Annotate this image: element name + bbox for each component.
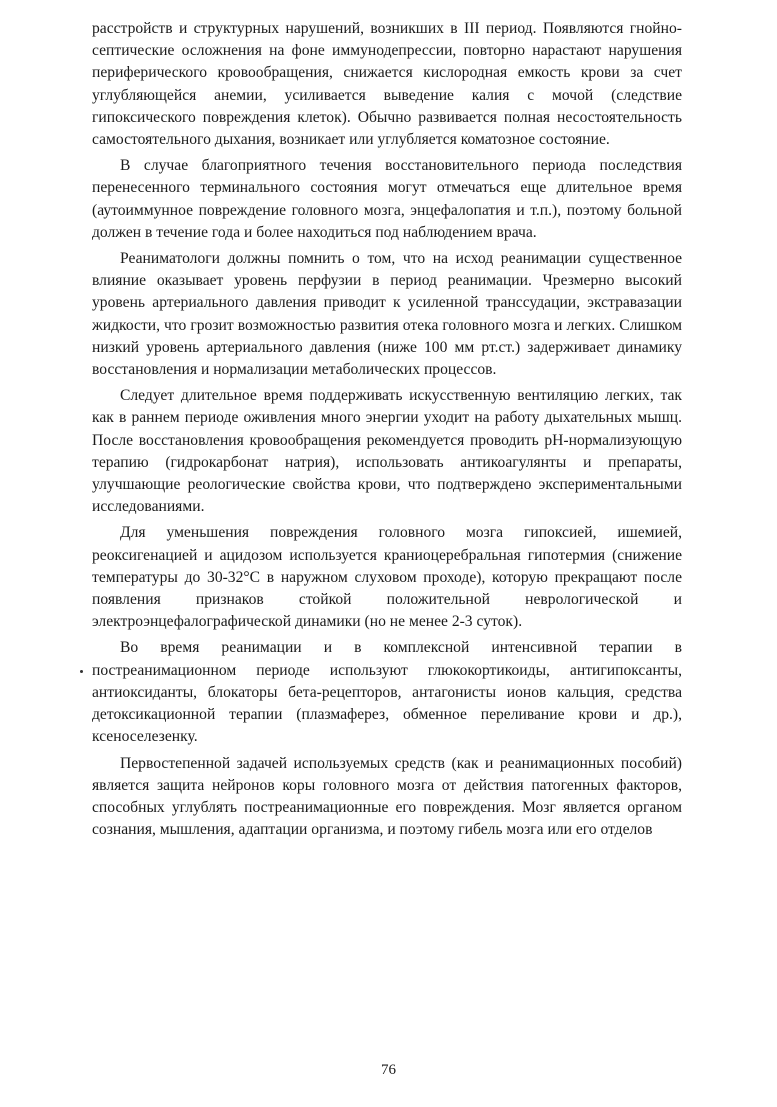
paragraph-4: Следует длительное время поддерживать искусственную вентиляцию легких, так как в раннем периоде оживления много энергии уходит на работу дыхательных мышц. После восстановления кровообращения рекомендуется проводить рН-нормализующую терапию (гидрокарбонат натрия), использовать антикоагулянты и препараты, улучшающие реологические свойства крови, что подтверждено экспериментальными исследованиями.: [92, 387, 682, 516]
scan-speck: [80, 670, 83, 673]
paragraph-5: Для уменьшения повреждения головного мозга гипоксией, ишемией, реоксигенацией и ацидозом используется краниоцеребральная гипотермия (снижение температуры до 30-32°С в наружном слуховом проходе), которую прекращают после появления признаков стойкой положительной неврологической и электроэнцефалографической динамики (но не менее 2-3 суток).: [92, 524, 682, 631]
paragraph-7: Первостепенной задачей используемых средств (как и реанимационных пособий) является защита нейронов коры головного мозга от действия патогенных факторов, способных углублять постреанимационные его повреждения. Мозг является органом сознания, мышления, адаптации организма, и поэтому гибель мозга или его отделов: [92, 754, 682, 839]
page-number: 76: [381, 1062, 396, 1078]
paragraph-3: Реаниматологи должны помнить о том, что на исход реанимации существенное влияние оказывает уровень перфузии в период реанимации. Чрезмерно высокий уровень артериального давления приводит к усиленной транссудации, экстравазации жидкости, что грозит возможностью развития отека головного мозга и легких. Слишком низкий уровень артериального давления (ниже 100 мм рт.ст.) задерживает динамику восстановления и нормализации метаболических процессов.: [92, 250, 682, 379]
paragraph-6: Во время реанимации и в комплексной интенсивной терапии в постреанимационном периоде используют глюкокортикоиды, антигипоксанты, антиоксиданты, блокаторы бета-рецепторов, антагонисты ионов кальция, средства детоксикационной терапии (плазмаферез, обменное переливание крови и др.), ксеноселезенку.: [92, 639, 682, 746]
paragraph-1: расстройств и структурных нарушений, возникших в III период. Появляются гнойно-септические осложнения на фоне иммунодепрессии, повторно нарастают нарушения периферического кровообращения, снижается кислородная емкость крови за счет углубляющейся анемии, усиливается выведение калия с мочой (следствие гипоксического повреждения клеток). Обычно развивается полная несостоятельность самостоятельного дыхания, возникает или углубляется коматозное состояние.: [92, 20, 682, 149]
document-page: [92, 18, 682, 845]
paragraph-2: В случае благоприятного течения восстановительного периода последствия перенесенного терминального состояния могут отмечаться еще длительное время (аутоиммунное повреждение головного мозга, энцефалопатия и т.п.), поэтому больной должен в течение года и более находиться под наблюдением врача.: [92, 157, 682, 241]
